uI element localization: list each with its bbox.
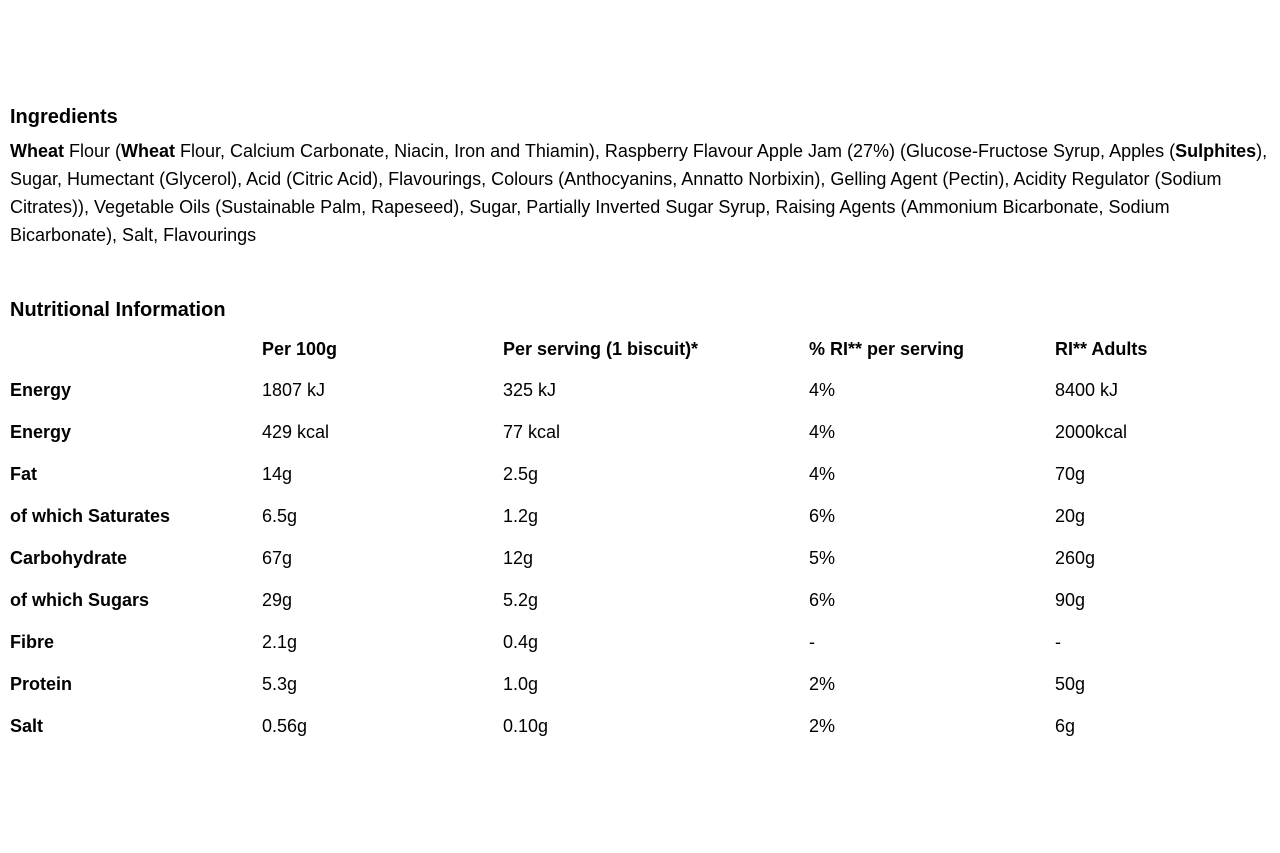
- per-100g-value: 14g: [262, 463, 293, 484]
- per-100g-column-header: Per 100g: [262, 338, 338, 359]
- ri-adults-value: 260g: [1055, 547, 1096, 568]
- ri-adults-value: 20g: [1055, 505, 1086, 526]
- ri-percent-value: 6%: [809, 505, 836, 526]
- ingredients-text-segment: Flour, Calcium Carbonate, Niacin, Iron and Thiamin), Raspberry Flavour Apple Jam (27%) (Glucose-Fructose Syrup, Apples (: [175, 141, 1176, 161]
- table-row: [10, 537, 1272, 579]
- per-serving-value: 325 kJ: [503, 379, 557, 400]
- table-row: [10, 705, 1272, 747]
- per-100g-value: 5.3g: [262, 673, 298, 694]
- ri-adults-value: 50g: [1055, 673, 1086, 694]
- table-row: [10, 411, 1272, 453]
- ri-adults-column-header: RI** Adults: [1055, 338, 1148, 359]
- nutrient-name: Carbohydrate: [10, 547, 128, 568]
- per-100g-value: 429 kcal: [262, 421, 330, 442]
- per-serving-value: 77 kcal: [503, 421, 561, 442]
- table-row: [10, 663, 1272, 705]
- ri-percent-value: 4%: [809, 421, 836, 442]
- nutrient-name: Fibre: [10, 631, 55, 652]
- per-serving-value: 0.4g: [503, 631, 539, 652]
- nutrient-name: Salt: [10, 715, 44, 736]
- ri-adults-value: -: [1055, 631, 1061, 652]
- ri-adults-value: 90g: [1055, 589, 1086, 610]
- per-serving-value: 1.0g: [503, 673, 539, 694]
- nutrient-name: Energy: [10, 421, 72, 442]
- per-100g-value: 6.5g: [262, 505, 298, 526]
- nutrient-name: of which Saturates: [10, 505, 171, 526]
- ri-adults-value: 8400 kJ: [1055, 379, 1119, 400]
- table-row: [10, 495, 1272, 537]
- ri-percent-column-header: % RI** per serving: [809, 338, 965, 359]
- ri-adults-value: 70g: [1055, 463, 1086, 484]
- table-row: [10, 621, 1272, 663]
- nutrient-name: Fat: [10, 463, 37, 484]
- ingredients-list: [10, 137, 1272, 249]
- per-serving-value: 0.10g: [503, 715, 549, 736]
- per-serving-value: 1.2g: [503, 505, 539, 526]
- ingredients-text-segment: Flour (: [64, 141, 122, 161]
- nutrition-table: [10, 329, 1272, 747]
- ri-percent-value: 5%: [809, 547, 836, 568]
- ri-percent-value: 4%: [809, 463, 836, 484]
- nutrition-table-body: [10, 369, 1272, 747]
- per-serving-value: 5.2g: [503, 589, 539, 610]
- per-serving-value: 12g: [503, 547, 534, 568]
- ri-adults-value: 2000kcal: [1055, 421, 1128, 442]
- per-100g-value: 0.56g: [262, 715, 308, 736]
- per-serving-value: 2.5g: [503, 463, 539, 484]
- nutrient-name: of which Sugars: [10, 589, 150, 610]
- ri-adults-value: 6g: [1055, 715, 1076, 736]
- nutrient-name: Energy: [10, 379, 72, 400]
- per-100g-value: 2.1g: [262, 631, 298, 652]
- per-100g-value: 67g: [262, 547, 293, 568]
- ingredients-heading: Ingredients: [10, 106, 118, 128]
- per-100g-value: 1807 kJ: [262, 379, 326, 400]
- ingredients-text-segment: ), Sugar, Humectant (Glycerol), Acid (Citric Acid), Flavourings, Colours (Anthocyanins, Annatto Norbixin), Gelling Agent (Pectin), Acidity Regulator (Sodium Citrates)), Vegetable Oils (Sustainable Palm, Rapeseed), Sugar, Partially Inverted Sugar Syrup, Raising Agents (Ammonium Bicarbonate, Sodium Bicarbonate), Salt, Flavourings: [10, 141, 1268, 245]
- nutrition-header-row: [10, 329, 1272, 369]
- ri-percent-value: 2%: [809, 673, 836, 694]
- nutrient-name: Protein: [10, 673, 73, 694]
- table-row: [10, 453, 1272, 495]
- ri-percent-value: -: [809, 631, 815, 652]
- nutrient-column-header: [10, 329, 262, 369]
- allergen-highlight: Wheat: [10, 141, 64, 161]
- nutrition-heading: Nutritional Information: [10, 299, 226, 321]
- product-info-page: [10, 104, 1272, 747]
- ri-percent-value: 4%: [809, 379, 836, 400]
- ri-percent-value: 2%: [809, 715, 836, 736]
- ri-percent-value: 6%: [809, 589, 836, 610]
- table-row: [10, 369, 1272, 411]
- allergen-highlight: Wheat: [121, 141, 176, 161]
- per-serving-column-header: Per serving (1 biscuit)*: [503, 338, 699, 359]
- table-row: [10, 579, 1272, 621]
- allergen-highlight: Sulphites: [1175, 141, 1257, 161]
- per-100g-value: 29g: [262, 589, 293, 610]
